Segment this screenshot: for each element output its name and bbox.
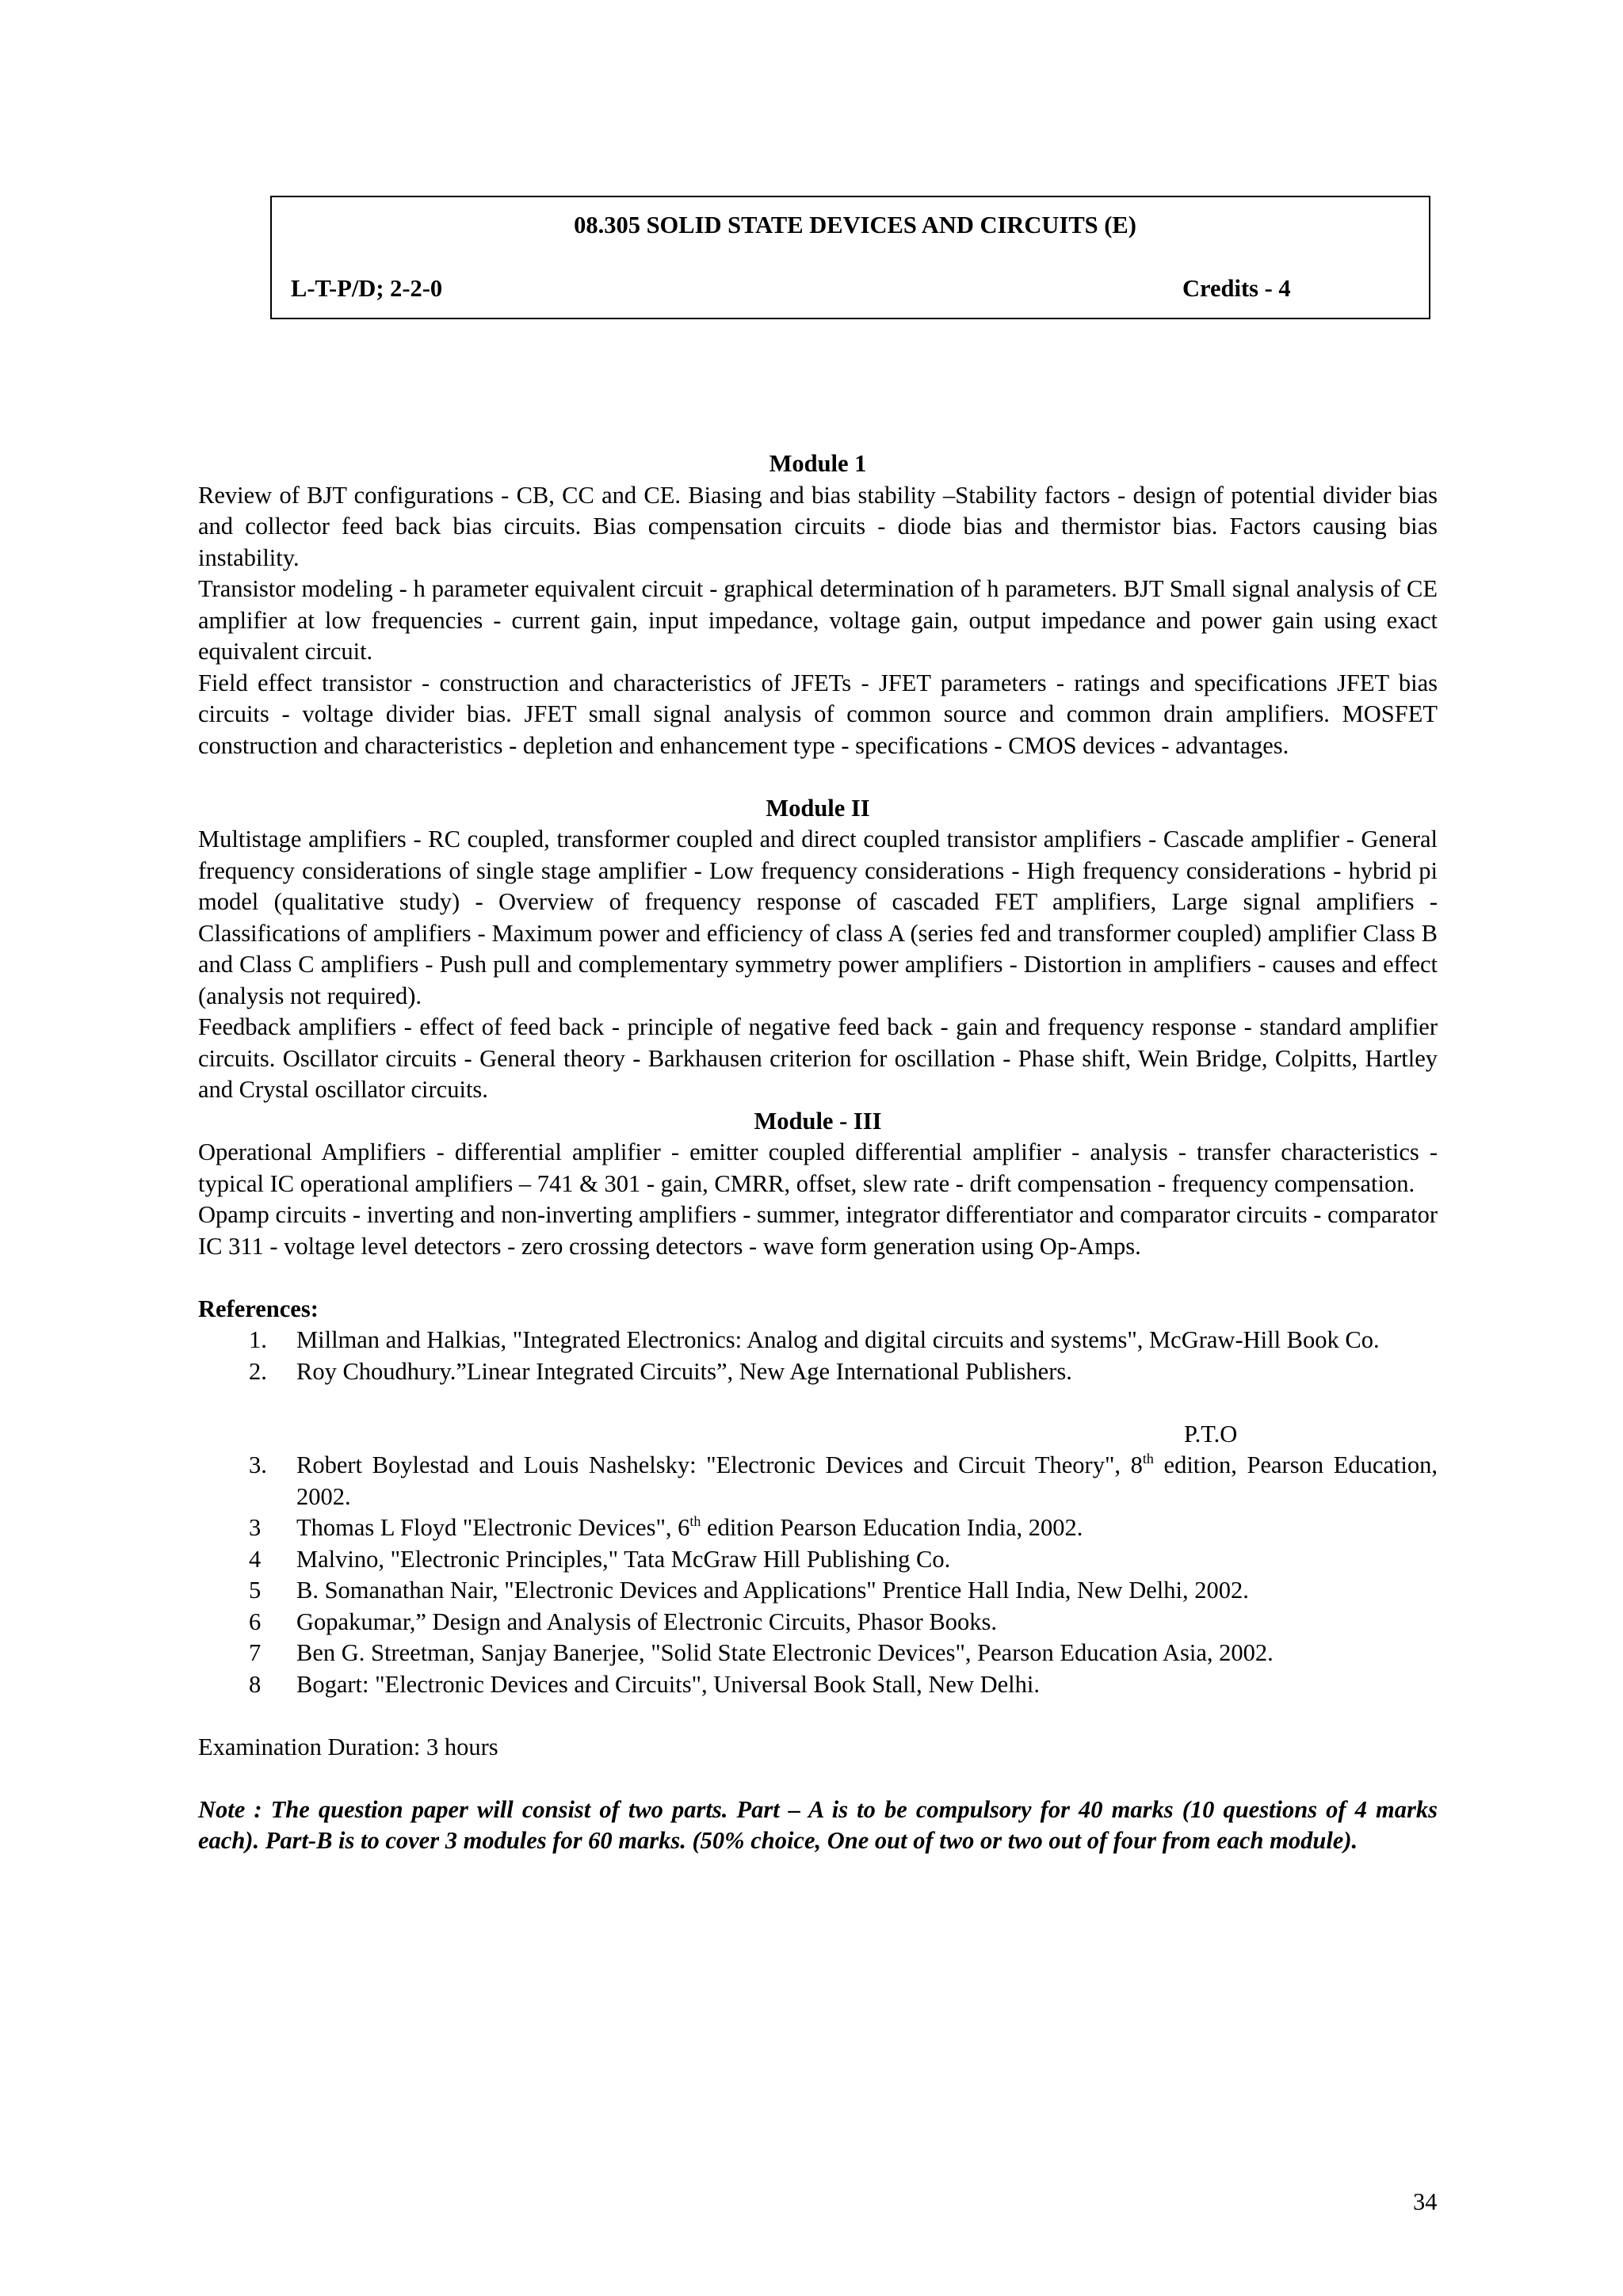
course-header-box bbox=[270, 196, 1430, 319]
reference-text: edition Pearson Education India, 2002. bbox=[701, 1514, 1083, 1541]
reference-text: Thomas L Floyd "Electronic Devices", 6 bbox=[296, 1514, 690, 1541]
exam-note: Note : The question paper will consist of two parts. Part – A is to be compulsory for 40 marks (10 questions of 4 marks each). Part-B is to cover 3 modules for 60 marks. (50% choice, One out of two or two out of four from each module). bbox=[198, 1795, 1438, 1854]
course-title: 08.305 SOLID STATE DEVICES AND CIRCUITS (E) bbox=[574, 212, 1136, 238]
ltpd-label: L-T-P/D; 2-2-0 bbox=[291, 275, 443, 302]
exam-duration: Examination Duration: 3 hours bbox=[198, 1733, 498, 1760]
module-3-paragraph: Opamp circuits - inverting and non-inverting amplifiers - summer, integrator differentiator and comparator circuits - comparator IC 311 - voltage level detectors - zero crossing detectors - wave form generation using Op-Amps. bbox=[198, 1201, 1438, 1260]
pto-label: P.T.O bbox=[1184, 1420, 1238, 1447]
reference-item bbox=[198, 1356, 1438, 1388]
credits-label: Credits - 4 bbox=[1182, 275, 1291, 302]
module-2-paragraph: Multistage amplifiers - RC coupled, transformer coupled and direct coupled transistor amplifiers - Cascade amplifier - General frequency considerations of single stage amplifier - Low frequency considerations - High frequency considerations - hybrid pi model (qualitative study) - Overview of frequency response of cascaded FET amplifiers, Large signal amplifiers - Classifications of amplifiers - Maximum power and efficiency of class A (series fed and transformer coupled) amplifier Class B and Class C amplifiers - Push pull and complementary symmetry power amplifiers - Distortion in amplifiers - causes and effect (analysis not required). bbox=[198, 826, 1438, 1009]
reference-text: Robert Boylestad and Louis Nashelsky: "Electronic Devices and Circuit Theory", 8 bbox=[296, 1451, 1143, 1478]
module-3-paragraph: Operational Amplifiers - differential amplifier - emitter coupled differential amplifier - analysis - transfer characteristics - typical IC operational amplifiers – 741 & 301 - gain, CMRR, offset, slew rate - drift compensation - frequency compensation. bbox=[198, 1138, 1438, 1197]
module-1-paragraph: Field effect transistor - construction and characteristics of JFETs - JFET parameters - ratings and specifications JFET bias circuits - voltage divider bias. JFET small signal analysis of common source and common drain amplifiers. MOSFET construction and characteristics - depletion and enhancement type - specifications - CMOS devices - advantages. bbox=[198, 669, 1438, 759]
reference-item bbox=[198, 1512, 1438, 1544]
reference-number: 1. bbox=[249, 1326, 267, 1353]
reference-number: 3. bbox=[249, 1451, 267, 1478]
reference-text: Bogart: "Electronic Devices and Circuits", Universal Book Stall, New Delhi. bbox=[296, 1670, 1040, 1698]
reference-text: Ben G. Streetman, Sanjay Banerjee, "Solid State Electronic Devices", Pearson Education Asia, 2002. bbox=[296, 1639, 1274, 1666]
reference-list bbox=[198, 1325, 1438, 1700]
references-heading: References: bbox=[198, 1295, 319, 1322]
reference-text: Gopakumar,” Design and Analysis of Electronic Circuits, Phasor Books. bbox=[296, 1608, 997, 1635]
reference-item bbox=[198, 1325, 1438, 1356]
reference-number: 2. bbox=[249, 1357, 267, 1385]
module-2-heading: Module II bbox=[766, 794, 870, 822]
reference-number: 4 bbox=[249, 1545, 262, 1573]
reference-number: 7 bbox=[249, 1639, 262, 1666]
reference-text: Malvino, "Electronic Principles," Tata McGraw Hill Publishing Co. bbox=[296, 1545, 951, 1573]
reference-text: edition, Pearson Education, 2002. bbox=[296, 1451, 1438, 1510]
module-3-heading: Module - III bbox=[754, 1107, 882, 1135]
reference-text: Roy Choudhury.”Linear Integrated Circuits”, New Age International Publishers. bbox=[296, 1357, 1072, 1385]
reference-number: 8 bbox=[249, 1670, 262, 1698]
module-1-paragraph: Review of BJT configurations - CB, CC and CE. Biasing and bias stability –Stability factors - design of potential divider bias and collector feed back bias circuits. Bias compensation circuits - diode bias and thermistor bias. Factors causing bias instability. bbox=[198, 481, 1438, 571]
reference-item bbox=[198, 1575, 1438, 1607]
ordinal-suffix: th bbox=[689, 1513, 701, 1529]
reference-number: 5 bbox=[249, 1577, 262, 1604]
reference-number: 3 bbox=[249, 1514, 262, 1541]
module-2-paragraph: Feedback amplifiers - effect of feed back - principle of negative feed back - gain and frequency response - standard amplifier circuits. Oscillator circuits - General theory - Barkhausen criterion for oscillation - Phase shift, Wein Bridge, Colpitts, Hartley and Crystal oscillator circuits. bbox=[198, 1013, 1438, 1103]
ordinal-suffix: th bbox=[1142, 1451, 1154, 1466]
reference-item bbox=[198, 1669, 1438, 1701]
reference-item bbox=[198, 1450, 1438, 1512]
page-number: 34 bbox=[1413, 2188, 1438, 2215]
module-1-paragraph: Transistor modeling - h parameter equivalent circuit - graphical determination of h parameters. BJT Small signal analysis of CE amplifier at low frequencies - current gain, input impedance, voltage gain, output impedance and power gain using exact equivalent circuit. bbox=[198, 575, 1438, 665]
reference-item bbox=[198, 1544, 1438, 1576]
reference-text: B. Somanathan Nair, "Electronic Devices and Applications" Prentice Hall India, New Delhi, 2002. bbox=[296, 1577, 1249, 1604]
syllabus-content bbox=[198, 448, 1438, 1857]
reference-item bbox=[198, 1607, 1438, 1638]
reference-number: 6 bbox=[249, 1608, 262, 1635]
reference-text: Millman and Halkias, "Integrated Electronics: Analog and digital circuits and systems", McGraw-Hill Book Co. bbox=[296, 1326, 1380, 1353]
reference-item bbox=[198, 1638, 1438, 1669]
module-1-heading: Module 1 bbox=[769, 450, 867, 477]
